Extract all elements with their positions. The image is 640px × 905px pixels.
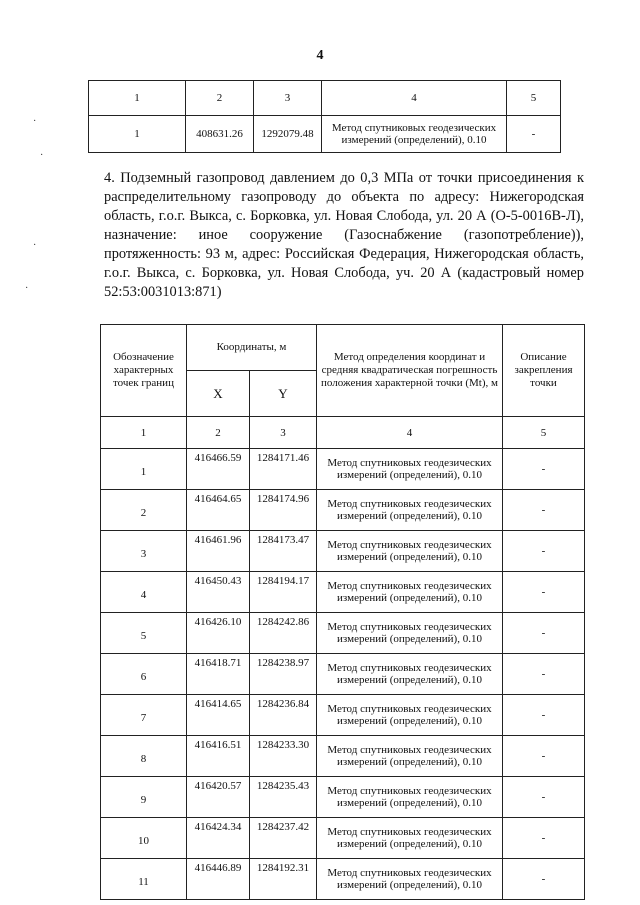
col-number: 3 xyxy=(254,81,322,116)
col-number: 4 xyxy=(317,417,503,449)
point-number: 7 xyxy=(101,695,187,736)
point-number: 2 xyxy=(101,490,187,531)
coord-x: 416466.59 xyxy=(187,449,250,490)
description-cell: - xyxy=(507,116,561,153)
point-number: 3 xyxy=(101,531,187,572)
table-row xyxy=(101,859,585,900)
col-number: 4 xyxy=(322,81,507,116)
col-number: 1 xyxy=(89,81,186,116)
method-cell: Метод спутниковых геодезических измерений (определений), 0.10 xyxy=(317,654,503,695)
point-number: 1 xyxy=(89,116,186,153)
coord-x: 416418.71 xyxy=(187,654,250,695)
coord-x: 416464.65 xyxy=(187,490,250,531)
table-row xyxy=(101,736,585,777)
table-row xyxy=(101,613,585,654)
table-header-row xyxy=(101,325,585,371)
coord-y: 1284173.47 xyxy=(250,531,317,572)
page-number: 4 xyxy=(316,48,324,63)
coord-y: 1284235.43 xyxy=(250,777,317,818)
coord-x: 416416.51 xyxy=(187,736,250,777)
description-cell: - xyxy=(503,777,585,818)
description-cell: - xyxy=(503,572,585,613)
coord-x: 416446.89 xyxy=(187,859,250,900)
col-number: 3 xyxy=(250,417,317,449)
table-row xyxy=(101,654,585,695)
col-number: 1 xyxy=(101,417,187,449)
method-cell: Метод спутниковых геодезических измерений (определений), 0.10 xyxy=(317,572,503,613)
description-cell: - xyxy=(503,695,585,736)
column-numbers-row xyxy=(101,417,585,449)
method-cell: Метод спутниковых геодезических измерений (определений), 0.10 xyxy=(317,695,503,736)
point-number: 8 xyxy=(101,736,187,777)
description-cell: - xyxy=(503,654,585,695)
col-number: 2 xyxy=(186,81,254,116)
description-cell: - xyxy=(503,613,585,654)
method-cell: Метод спутниковых геодезических измерений (определений), 0.10 xyxy=(317,777,503,818)
table-row xyxy=(101,531,585,572)
table-row xyxy=(101,449,585,490)
point-number: 1 xyxy=(101,449,187,490)
col-number: 5 xyxy=(503,417,585,449)
scan-speck: · xyxy=(40,150,44,161)
point-number: 5 xyxy=(101,613,187,654)
method-cell: Метод спутниковых геодезических измерений (определений), 0.10 xyxy=(317,531,503,572)
header-method: Метод определения координат и средняя квадратическая погрешность положения характерной точки (Mt), м xyxy=(317,325,503,417)
col-number: 5 xyxy=(507,81,561,116)
description-cell: - xyxy=(503,531,585,572)
coord-y: 1292079.48 xyxy=(254,116,322,153)
method-cell: Метод спутниковых геодезических измерений (определений), 0.10 xyxy=(317,449,503,490)
method-cell: Метод спутниковых геодезических измерений (определений), 0.10 xyxy=(322,116,507,153)
header-x: X xyxy=(187,371,250,417)
method-cell: Метод спутниковых геодезических измерений (определений), 0.10 xyxy=(317,859,503,900)
table-row xyxy=(101,818,585,859)
scan-speck: · xyxy=(25,283,29,294)
coord-y: 1284174.96 xyxy=(250,490,317,531)
coord-x: 416461.96 xyxy=(187,531,250,572)
method-cell: Метод спутниковых геодезических измерений (определений), 0.10 xyxy=(317,490,503,531)
coord-y: 1284171.46 xyxy=(250,449,317,490)
header-description: Описание закрепления точки xyxy=(503,325,585,417)
point-number: 10 xyxy=(101,818,187,859)
description-cell: - xyxy=(503,490,585,531)
coord-y: 1284192.31 xyxy=(250,859,317,900)
coordinates-table xyxy=(100,324,585,900)
coord-y: 1284194.17 xyxy=(250,572,317,613)
scan-speck: · xyxy=(33,240,37,251)
point-number: 11 xyxy=(101,859,187,900)
coord-y: 1284238.97 xyxy=(250,654,317,695)
coord-x: 416450.43 xyxy=(187,572,250,613)
coord-y: 1284237.42 xyxy=(250,818,317,859)
header-designation: Обозначение характерных точек границ xyxy=(101,325,187,417)
previous-coordinates-table xyxy=(88,80,561,153)
table-row xyxy=(101,490,585,531)
coord-x: 416414.65 xyxy=(187,695,250,736)
description-cell: - xyxy=(503,818,585,859)
table-header-row xyxy=(89,81,561,116)
table-row xyxy=(101,695,585,736)
coord-y: 1284242.86 xyxy=(250,613,317,654)
scan-speck: · xyxy=(33,116,37,127)
header-y: Y xyxy=(250,371,317,417)
description-cell: - xyxy=(503,859,585,900)
description-cell: - xyxy=(503,736,585,777)
point-number: 4 xyxy=(101,572,187,613)
table-row xyxy=(101,777,585,818)
coord-x: 416426.10 xyxy=(187,613,250,654)
method-cell: Метод спутниковых геодезических измерений (определений), 0.10 xyxy=(317,736,503,777)
point-number: 9 xyxy=(101,777,187,818)
table-row xyxy=(89,116,561,153)
object-description-paragraph: 4. Подземный газопровод давлением до 0,3 МПа от точки присоединения к распределительному газопроводу до объекта по адресу: Нижегородская область, г.о.г. Выкса, с. Борковка, ул. Новая Слобода, ул. 20 А (О-5-0016В-Л), назначение: иное сооружение (Газоснабжение (газопотребление)), протяженность: 93 м, адрес: Российская Федерация, Нижегородская область, г.о.г. Выкса, с. Борковка, ул. Новая Слобода, уч. 20 А (кадастровый номер 52:53:0031013:871) xyxy=(104,170,584,300)
description-cell: - xyxy=(503,449,585,490)
coord-x: 408631.26 xyxy=(186,116,254,153)
coord-y: 1284236.84 xyxy=(250,695,317,736)
coord-x: 416420.57 xyxy=(187,777,250,818)
method-cell: Метод спутниковых геодезических измерений (определений), 0.10 xyxy=(317,613,503,654)
coord-y: 1284233.30 xyxy=(250,736,317,777)
coord-x: 416424.34 xyxy=(187,818,250,859)
method-cell: Метод спутниковых геодезических измерений (определений), 0.10 xyxy=(317,818,503,859)
table-row xyxy=(101,572,585,613)
col-number: 2 xyxy=(187,417,250,449)
header-coords: Координаты, м xyxy=(187,325,317,371)
point-number: 6 xyxy=(101,654,187,695)
